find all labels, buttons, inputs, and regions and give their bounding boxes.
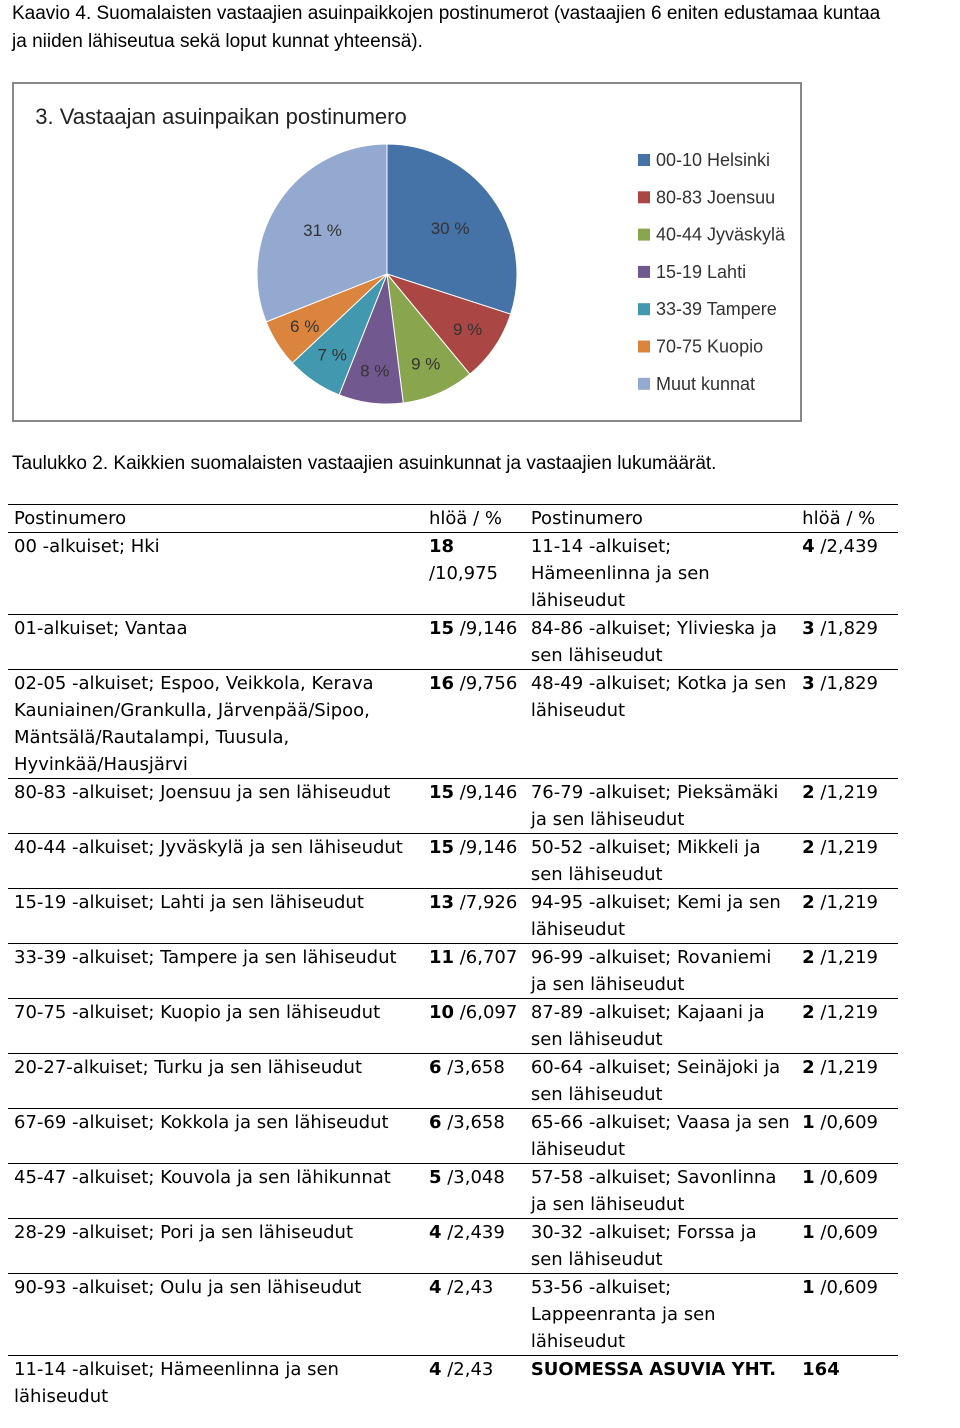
count-percent-cell xyxy=(796,615,898,670)
percent-value: /1,219 xyxy=(814,782,879,803)
count-value: 1 xyxy=(802,1277,815,1298)
count-value: 15 xyxy=(428,782,455,803)
postal-area-cell: 70-75 -alkuiset; Kuopio ja sen lähiseudut xyxy=(8,999,423,1054)
table-row xyxy=(8,1274,898,1356)
count-value: 4 xyxy=(428,1222,442,1243)
count-percent-cell xyxy=(423,1356,525,1411)
count-value: 2 xyxy=(802,1057,815,1078)
count-value: 11 xyxy=(428,947,455,968)
count-value: 6 xyxy=(428,1112,442,1133)
table-row xyxy=(8,533,898,615)
residence-table xyxy=(8,504,898,1410)
count-value: 2 xyxy=(802,947,815,968)
count-value: 5 xyxy=(428,1167,442,1188)
table-caption: Taulukko 2. Kaikkien suomalaisten vastaajien asuinkunnat ja vastaajien lukumäärät. xyxy=(12,453,717,474)
percent-value: /2,43 xyxy=(441,1277,494,1298)
percent-value: /1,219 xyxy=(814,1057,879,1078)
count-percent-cell xyxy=(796,1109,898,1164)
count-value: 13 xyxy=(428,892,455,913)
legend-swatch xyxy=(638,303,650,315)
table-header-cell: hlöä / % xyxy=(423,505,525,533)
postal-area-cell: 80-83 -alkuiset; Joensuu ja sen lähiseudut xyxy=(8,779,423,834)
postal-area-cell: 84-86 -alkuiset; Ylivieska ja sen lähiseudut xyxy=(525,615,796,670)
count-value: 10 xyxy=(428,1002,455,1023)
postal-area-cell: 30-32 -alkuiset; Forssa ja sen lähiseudut xyxy=(525,1219,796,1274)
count-value: 15 xyxy=(428,837,455,858)
postal-area-cell: 76-79 -alkuiset; Pieksämäki ja sen lähiseudut xyxy=(525,779,796,834)
percent-value: /1,219 xyxy=(814,947,879,968)
count-percent-cell xyxy=(423,1164,525,1219)
percent-value: /1,829 xyxy=(814,618,879,639)
count-value: 4 xyxy=(802,536,815,557)
postal-area-cell: 87-89 -alkuiset; Kajaani ja sen lähiseudut xyxy=(525,999,796,1054)
postal-area-cell: 45-47 -alkuiset; Kouvola ja sen lähikunnat xyxy=(8,1164,423,1219)
percent-value: /3,658 xyxy=(441,1112,505,1133)
table-row xyxy=(8,1356,898,1411)
legend-label: 33-39 Tampere xyxy=(656,299,777,320)
legend-swatch xyxy=(638,266,650,278)
count-value: 3 xyxy=(802,673,815,694)
percent-value: /7,926 xyxy=(454,892,518,913)
count-percent-cell xyxy=(423,999,525,1054)
postal-area-cell: 28-29 -alkuiset; Pori ja sen lähiseudut xyxy=(8,1219,423,1274)
percent-value: /9,146 xyxy=(454,618,518,639)
legend-label: 15-19 Lahti xyxy=(656,261,747,282)
count-value: 1 xyxy=(802,1222,815,1243)
postal-area-cell: 53-56 -alkuiset; Lappeenranta ja sen lähiseudut xyxy=(525,1274,796,1356)
table-header-cell: Postinumero xyxy=(525,505,796,533)
slice-value-label: 7 % xyxy=(317,345,347,365)
table-row xyxy=(8,779,898,834)
percent-value: /1,219 xyxy=(814,837,879,858)
percent-value: /2,439 xyxy=(441,1222,505,1243)
legend-swatch xyxy=(638,191,650,203)
table-row xyxy=(8,834,898,889)
count-percent-cell xyxy=(423,533,525,615)
count-value: 16 xyxy=(428,673,455,694)
legend-label: 40-44 Jyväskylä xyxy=(656,224,786,245)
percent-value: /9,146 xyxy=(454,782,518,803)
table-header-cell: hlöä / % xyxy=(796,505,898,533)
legend-swatch xyxy=(638,378,650,390)
count-value: 4 xyxy=(428,1359,442,1380)
count-value: 18 xyxy=(428,536,455,557)
table-row xyxy=(8,1054,898,1109)
percent-value: /2,439 xyxy=(814,536,879,557)
postal-area-cell: 00 -alkuiset; Hki xyxy=(8,533,423,615)
table-row xyxy=(8,1164,898,1219)
table-header-cell: Postinumero xyxy=(8,505,423,533)
legend-label: Muut kunnat xyxy=(656,373,756,394)
count-percent-cell xyxy=(423,1054,525,1109)
count-percent-cell xyxy=(423,779,525,834)
table-row xyxy=(8,1219,898,1274)
legend-swatch xyxy=(638,341,650,353)
percent-value: /10,975 xyxy=(428,563,498,584)
slice-value-label: 9 % xyxy=(411,354,441,374)
percent-value: /3,048 xyxy=(441,1167,505,1188)
count-percent-cell xyxy=(796,533,898,615)
count-percent-cell xyxy=(423,1109,525,1164)
count-value: 6 xyxy=(428,1057,442,1078)
percent-value: /6,707 xyxy=(454,947,518,968)
count-percent-cell xyxy=(796,1054,898,1109)
count-percent-cell xyxy=(423,1219,525,1274)
percent-value: /0,609 xyxy=(814,1167,879,1188)
count-value: 2 xyxy=(802,892,815,913)
count-value: 164 xyxy=(802,1359,840,1380)
legend-label: 00-10 Helsinki xyxy=(656,150,771,170)
count-percent-cell xyxy=(796,834,898,889)
slice-value-label: 8 % xyxy=(360,361,390,381)
count-value: 3 xyxy=(802,618,815,639)
percent-value: /1,219 xyxy=(814,892,879,913)
count-percent-cell xyxy=(796,1356,898,1411)
table-header-row xyxy=(8,505,898,533)
percent-value: /9,756 xyxy=(454,673,518,694)
postal-area-cell: 11-14 -alkuiset; Hämeenlinna ja sen lähiseudut xyxy=(14,1359,339,1407)
count-value: 2 xyxy=(802,782,815,803)
percent-value: /6,097 xyxy=(454,1002,518,1023)
legend-label: 80-83 Joensuu xyxy=(656,187,776,208)
postal-area-cell: 50-52 -alkuiset; Mikkeli ja sen lähiseudut xyxy=(525,834,796,889)
postal-area-cell: 01-alkuiset; Vantaa xyxy=(8,615,423,670)
postal-area-cell: 11-14 -alkuiset; Hämeenlinna ja sen lähiseudut xyxy=(525,533,796,615)
count-percent-cell xyxy=(423,834,525,889)
table-row xyxy=(8,1109,898,1164)
count-percent-cell xyxy=(796,670,898,779)
postal-area-cell: 65-66 -alkuiset; Vaasa ja sen lähiseudut xyxy=(525,1109,796,1164)
count-percent-cell xyxy=(796,944,898,999)
count-percent-cell xyxy=(796,1219,898,1274)
legend-swatch xyxy=(638,154,650,166)
count-percent-cell xyxy=(423,889,525,944)
percent-value: /9,146 xyxy=(454,837,518,858)
count-percent-cell xyxy=(796,889,898,944)
percent-value: /1,829 xyxy=(814,673,879,694)
figure-caption xyxy=(12,0,880,56)
count-value: 4 xyxy=(428,1277,442,1298)
legend-label: 70-75 Kuopio xyxy=(656,336,764,357)
slice-value-label: 9 % xyxy=(452,319,483,339)
postal-area-cell: 57-58 -alkuiset; Savonlinna ja sen lähiseudut xyxy=(525,1164,796,1219)
percent-value: /1,219 xyxy=(814,1002,879,1023)
postal-area-cell: 33-39 -alkuiset; Tampere ja sen lähiseudut xyxy=(8,944,423,999)
postal-area-cell: 96-99 -alkuiset; Rovaniemi ja sen lähiseudut xyxy=(525,944,796,999)
count-percent-cell xyxy=(796,1274,898,1356)
table-row xyxy=(8,944,898,999)
figure-caption-line1: Kaavio 4. Suomalaisten vastaajien asuinpaikkojen postinumerot (vastaajien 6 eniten edustamaa kuntaa xyxy=(12,3,881,24)
postal-area-cell: 94-95 -alkuiset; Kemi ja sen lähiseudut xyxy=(525,889,796,944)
percent-value: /2,43 xyxy=(441,1359,494,1380)
count-value: 1 xyxy=(802,1112,815,1133)
slice-value-label: 30 % xyxy=(430,219,470,239)
pie-chart-container xyxy=(12,82,802,422)
count-percent-cell xyxy=(423,944,525,999)
table-row xyxy=(8,889,898,944)
count-percent-cell xyxy=(423,1274,525,1356)
count-percent-cell xyxy=(796,1164,898,1219)
percent-value: /3,658 xyxy=(441,1057,505,1078)
postal-area-cell: 48-49 -alkuiset; Kotka ja sen lähiseudut xyxy=(525,670,796,779)
postal-area-cell: 90-93 -alkuiset; Oulu ja sen lähiseudut xyxy=(8,1274,423,1356)
count-value: 15 xyxy=(428,618,455,639)
percent-value: /0,609 xyxy=(814,1222,879,1243)
table-row xyxy=(8,999,898,1054)
count-percent-cell xyxy=(423,670,525,779)
slice-value-label: 31 % xyxy=(303,221,342,241)
count-percent-cell xyxy=(796,999,898,1054)
postal-area-cell: 02-05 -alkuiset; Espoo, Veikkola, Kerava Kauniainen/Grankulla, Järvenpää/Sipoo, Mäntsälä/Rautalampi, Tuusula, Hyvinkää/Hausjärvi xyxy=(8,670,423,779)
percent-value: /0,609 xyxy=(814,1112,879,1133)
legend-swatch xyxy=(638,229,650,241)
figure-caption-line2: ja niiden lähiseutua sekä loput kunnat yhteensä). xyxy=(12,31,423,52)
postal-area-cell: 20-27-alkuiset; Turku ja sen lähiseudut xyxy=(8,1054,423,1109)
pie-chart xyxy=(14,84,804,424)
chart-title: 3. Vastaajan asuinpaikan postinumero xyxy=(35,104,407,129)
slice-value-label: 6 % xyxy=(290,317,320,337)
percent-value: /0,609 xyxy=(814,1277,879,1298)
table-row xyxy=(8,670,898,779)
table-row xyxy=(8,615,898,670)
postal-area-cell: SUOMESSA ASUVIA YHT. xyxy=(530,1359,777,1380)
count-value: 2 xyxy=(802,837,815,858)
count-value: 1 xyxy=(802,1167,815,1188)
postal-area-cell: 15-19 -alkuiset; Lahti ja sen lähiseudut xyxy=(8,889,423,944)
postal-area-cell: 67-69 -alkuiset; Kokkola ja sen lähiseudut xyxy=(8,1109,423,1164)
postal-area-cell: 40-44 -alkuiset; Jyväskylä ja sen lähiseudut xyxy=(8,834,423,889)
postal-area-cell: 60-64 -alkuiset; Seinäjoki ja sen lähiseudut xyxy=(525,1054,796,1109)
count-value: 2 xyxy=(802,1002,815,1023)
count-percent-cell xyxy=(423,615,525,670)
count-percent-cell xyxy=(796,779,898,834)
